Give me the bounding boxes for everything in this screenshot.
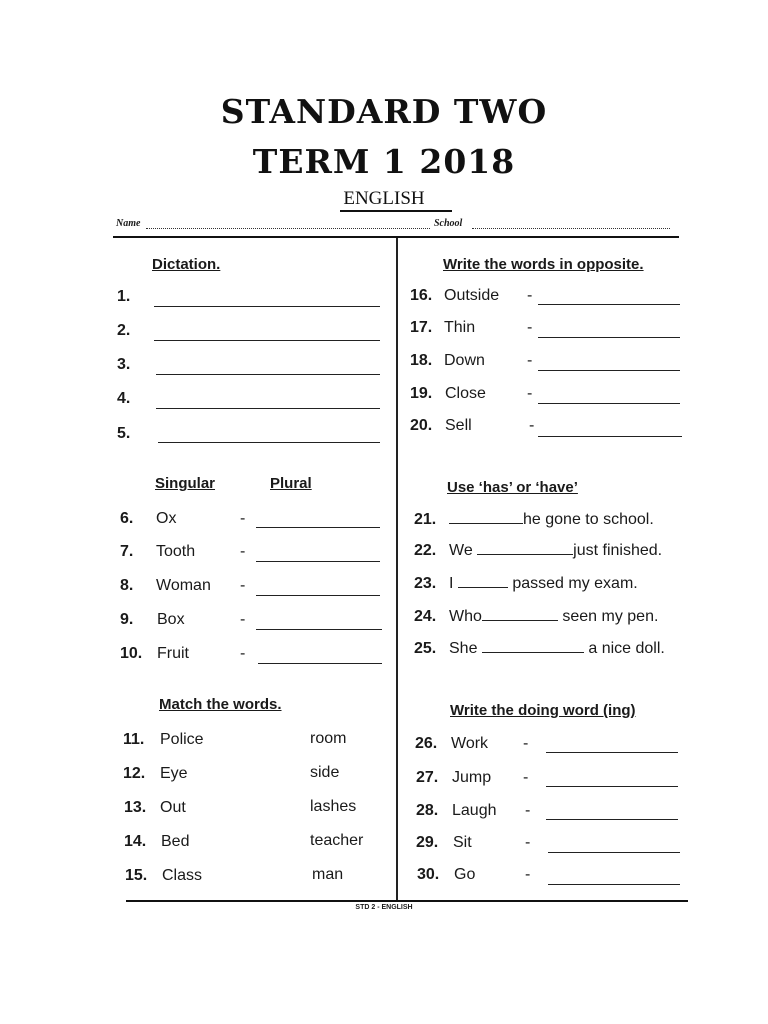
question-number: 15. xyxy=(125,867,148,884)
answer-blank[interactable] xyxy=(256,629,382,630)
title-line-1: STANDARD TWO xyxy=(220,92,548,131)
base-verb: Jump xyxy=(452,769,492,786)
question-number: 25. xyxy=(414,640,437,657)
dash: - xyxy=(525,834,531,851)
singular-word: Tooth xyxy=(156,543,196,560)
question-number: 21. xyxy=(414,511,437,528)
title-line-2: TERM 1 2018 xyxy=(252,142,516,181)
opposite-word: Close xyxy=(445,385,486,402)
answer-blank[interactable] xyxy=(546,786,678,787)
fill-in-sentence xyxy=(449,640,665,658)
sentence-end: a nice doll. xyxy=(583,640,665,657)
question-number: 19. xyxy=(410,385,433,402)
singular-word: Woman xyxy=(156,577,211,594)
dictation-heading: Dictation. xyxy=(152,256,221,273)
dash: - xyxy=(525,866,531,883)
question-number: 20. xyxy=(410,417,433,434)
has-have-heading: Use ‘has’ or ‘have’ xyxy=(447,479,578,496)
opposite-word: Thin xyxy=(444,319,476,336)
question-number: 6. xyxy=(120,510,134,527)
subject-underline xyxy=(340,210,452,212)
question-number: 12. xyxy=(123,765,146,782)
singular-word: Ox xyxy=(156,510,177,527)
fill-in-sentence xyxy=(449,575,638,593)
dash: - xyxy=(525,802,531,819)
question-number: 23. xyxy=(414,575,437,592)
question-number: 26. xyxy=(415,735,438,752)
singular-word: Box xyxy=(157,611,185,628)
question-number: 22. xyxy=(414,542,437,559)
singular-word: Fruit xyxy=(157,645,189,662)
answer-blank[interactable] xyxy=(256,595,380,596)
dash: - xyxy=(527,287,533,304)
sentence-start: She xyxy=(449,640,482,657)
answer-blank[interactable] xyxy=(156,408,380,409)
question-number: 30. xyxy=(417,866,440,883)
match-option: teacher xyxy=(310,832,364,849)
answer-blank[interactable] xyxy=(538,370,680,371)
answer-blank[interactable] xyxy=(538,304,680,305)
answer-blank[interactable] xyxy=(154,340,380,341)
answer-blank[interactable] xyxy=(158,442,380,443)
opposite-word: Sell xyxy=(445,417,472,434)
name-label: Name xyxy=(116,218,141,229)
fill-in-sentence xyxy=(449,542,662,560)
answer-blank[interactable] xyxy=(548,852,680,853)
base-verb: Go xyxy=(454,866,476,883)
dash: - xyxy=(523,769,529,786)
answer-blank[interactable] xyxy=(156,374,380,375)
fill-in-sentence xyxy=(449,608,658,626)
match-word: Bed xyxy=(161,833,190,850)
sentence-end: just finished. xyxy=(573,542,663,559)
question-number: 29. xyxy=(416,834,439,851)
dash: - xyxy=(527,385,533,402)
match-word: Class xyxy=(162,867,203,884)
plural-heading: Plural xyxy=(270,475,312,492)
question-number: 11. xyxy=(123,731,145,748)
match-option: side xyxy=(310,764,340,781)
name-field[interactable] xyxy=(146,228,430,229)
question-number: 16. xyxy=(410,287,433,304)
answer-blank[interactable] xyxy=(548,884,680,885)
dash: - xyxy=(240,510,246,527)
school-field[interactable] xyxy=(472,228,670,229)
school-label: School xyxy=(434,218,463,229)
match-word: Eye xyxy=(160,765,188,782)
answer-blank[interactable] xyxy=(538,337,680,338)
question-number: 4. xyxy=(117,390,131,407)
dash: - xyxy=(240,611,246,628)
footer-label: STD 2 - ENGLISH xyxy=(355,904,413,911)
dash: - xyxy=(527,352,533,369)
answer-blank[interactable] xyxy=(482,640,584,653)
sentence-end: passed my exam. xyxy=(507,575,638,592)
answer-blank[interactable] xyxy=(449,511,523,524)
dash: - xyxy=(240,577,246,594)
fill-in-sentence xyxy=(449,511,654,529)
question-number: 17. xyxy=(410,319,433,336)
dash: - xyxy=(523,735,529,752)
column-divider xyxy=(396,238,398,901)
sentence-start: We xyxy=(449,542,478,559)
match-word: Police xyxy=(160,731,204,748)
question-number: 27. xyxy=(416,769,439,786)
match-option: man xyxy=(312,866,344,883)
match-option: room xyxy=(310,730,347,747)
question-number: 18. xyxy=(410,352,433,369)
question-number: 28. xyxy=(416,802,439,819)
question-number: 9. xyxy=(120,611,134,628)
dash: - xyxy=(240,645,246,662)
bottom-rule xyxy=(126,900,688,902)
answer-blank[interactable] xyxy=(256,527,380,528)
opposite-word: Down xyxy=(444,352,485,369)
question-number: 1. xyxy=(117,288,131,305)
sentence-end: seen my pen. xyxy=(557,608,659,625)
answer-blank[interactable] xyxy=(256,561,380,562)
answer-blank[interactable] xyxy=(258,663,382,664)
match-word: Out xyxy=(160,799,186,816)
opposite-heading: Write the words in opposite. xyxy=(443,256,644,273)
question-number: 3. xyxy=(117,356,131,373)
dash: - xyxy=(529,417,535,434)
answer-blank[interactable] xyxy=(546,752,678,753)
doing-word-heading: Write the doing word (ing) xyxy=(450,702,636,719)
base-verb: Work xyxy=(451,735,489,752)
match-option: lashes xyxy=(310,798,357,815)
base-verb: Sit xyxy=(453,834,472,851)
singular-heading: Singular xyxy=(155,475,216,492)
answer-blank[interactable] xyxy=(458,575,508,588)
answer-blank[interactable] xyxy=(482,608,558,621)
subject-title: ENGLISH xyxy=(343,188,425,209)
sentence-start: I xyxy=(449,575,458,592)
question-number: 13. xyxy=(124,799,147,816)
question-number: 7. xyxy=(120,543,134,560)
dash: - xyxy=(240,543,246,560)
answer-blank[interactable] xyxy=(538,436,682,437)
dash: - xyxy=(527,319,533,336)
sentence-start: Who xyxy=(449,608,482,625)
sentence-end: he gone to school. xyxy=(523,511,654,528)
answer-blank[interactable] xyxy=(546,819,678,820)
answer-blank[interactable] xyxy=(154,306,380,307)
opposite-word: Outside xyxy=(444,287,500,304)
match-heading: Match the words. xyxy=(159,696,282,713)
base-verb: Laugh xyxy=(452,802,497,819)
question-number: 14. xyxy=(124,833,147,850)
question-number: 24. xyxy=(414,608,437,625)
question-number: 5. xyxy=(117,425,131,442)
answer-blank[interactable] xyxy=(538,403,680,404)
question-number: 10. xyxy=(120,645,143,662)
question-number: 8. xyxy=(120,577,134,594)
answer-blank[interactable] xyxy=(477,542,573,555)
question-number: 2. xyxy=(117,322,131,339)
